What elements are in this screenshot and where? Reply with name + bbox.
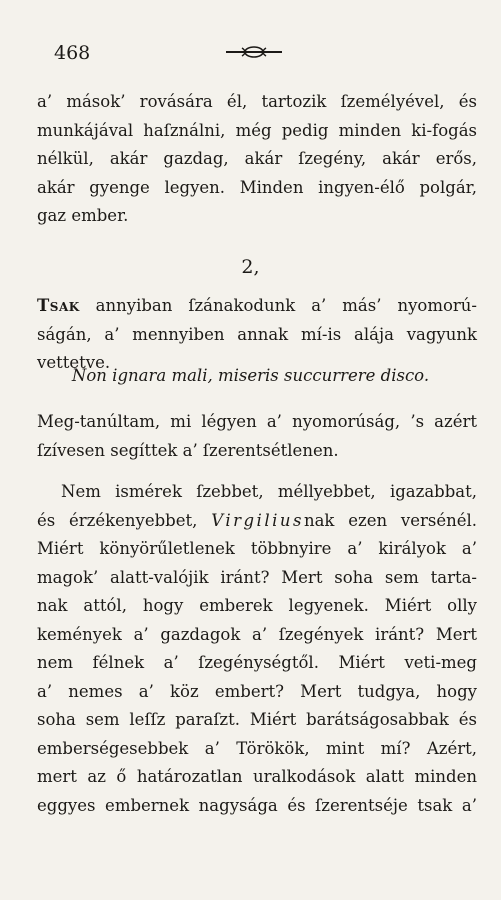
line-text: annyiban ſzánakodunk a’ más’ nyomorú- — [79, 296, 477, 315]
paragraph-3 — [37, 408, 477, 465]
text-line: soha sem leſſz paraſzt. Miért barátságosabbak és — [37, 710, 477, 729]
text-line: kemények a’ gazdagok a’ ſzegények iránt? Mert — [37, 624, 477, 644]
text-line: gaz ember. — [37, 206, 129, 225]
author-name: Virgilius — [211, 510, 304, 530]
text-line: ſzívesen segíttek a’ ſzerentsétlenen. — [37, 440, 339, 460]
text-line — [37, 507, 477, 536]
ornament-rule-icon — [224, 44, 284, 60]
text-line: a’ nemes a’ köz embert? Mert tudgya, hogy — [37, 681, 477, 701]
paragraph-1 — [37, 88, 477, 231]
paragraph-2 — [37, 292, 477, 378]
page-header — [0, 38, 501, 68]
latin-motto: Non ignara mali, miseris succurrere disco. — [71, 366, 430, 385]
text-line — [37, 292, 477, 321]
text-line: nem félnek a’ ſzegénységtől. Miért veti-meg — [37, 653, 477, 672]
text-line: nak attól, hogy emberek legyenek. Miért olly — [37, 596, 477, 615]
text-line: Miért könyörűletlenek többnyire a’ királyok a’ — [37, 539, 477, 558]
paragraph-4 — [37, 478, 477, 820]
page-number: 468 — [54, 42, 91, 64]
text-line: mert az ő határozatlan uralkodások alatt minden — [37, 767, 477, 786]
text-line: munkájával haſználni, még pedig minden ki-fogás — [37, 120, 477, 140]
text-line: emberségesebbek a’ Törökök, mint mí? Azért, — [37, 738, 477, 758]
text-line: eggyes embernek nagysága és ſzerentséje tsak a’ — [37, 795, 477, 815]
text-line: a’ mások’ rovására él, tartozik ſzemélyével, és — [37, 92, 477, 111]
text-line: Nem ismérek ſzebbet, méllyebbet, igazabbat, — [61, 482, 477, 501]
text-line: vettetve. — [37, 353, 111, 372]
text-line: nélkül, akár gazdag, akár ſzegény, akár erős, — [37, 149, 477, 168]
initial-word: Tsak — [37, 296, 80, 315]
line-text: és érzékenyebbet, — [37, 510, 212, 530]
text-line: Meg-tanúltam, mi légyen a’ nyomorúság, ’s azért — [37, 412, 477, 431]
section-number: 2, — [241, 256, 260, 278]
text-line: magok’ alatt-valójik iránt? Mert soha sem tarta- — [37, 567, 477, 587]
text-line: akár gyenge legyen. Minden ingyen-élő polgár, — [37, 177, 477, 197]
line-text: nak ezen versénél. — [303, 510, 477, 530]
text-line: ságán, a’ mennyiben annak mí-is alája vagyunk — [37, 324, 477, 344]
